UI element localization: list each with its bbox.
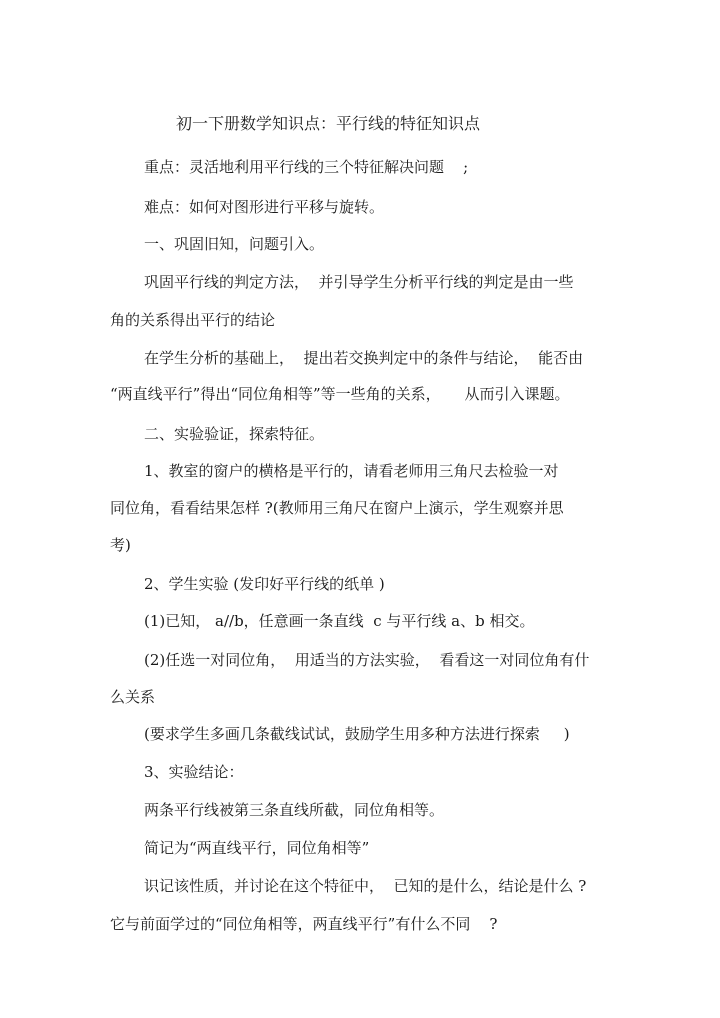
page-title: 初一下册数学知识点：平行线的特征知识点: [176, 114, 481, 133]
section-heading-1: 一、巩固旧知，问题引入。: [144, 235, 325, 253]
paragraph-line: 它与前面学过的“同位角相等，两直线平行”有什么不同 ?: [110, 915, 498, 933]
paragraph-line: 简记为“两直线平行，同位角相等”: [144, 839, 370, 857]
paragraph-line: 1、教室的窗户的横格是平行的，请看老师用三角尺去检验一对: [144, 462, 559, 480]
paragraph-line: 2、学生实验 (发印好平行线的纸单 ): [144, 575, 385, 593]
paragraph-line: 在学生分析的基础上， 提出若交换判定中的条件与结论， 能否由: [144, 349, 584, 367]
paragraph-line: (要求学生多画几条截线试试，鼓励学生用多种方法进行探索 ): [144, 725, 570, 743]
section-heading-2: 二、实验验证，探索特征。: [144, 425, 325, 443]
paragraph-line: 3、实验结论：: [144, 763, 244, 781]
paragraph-line: 么关系: [110, 688, 156, 706]
paragraph-line: (1)已知， a//b，任意画一条直线 c 与平行线 a、b 相交。: [144, 612, 535, 630]
paragraph-line: 识记该性质，并讨论在这个特征中， 已知的是什么，结论是什么 ?: [144, 877, 587, 895]
paragraph-line: “两直线平行”得出“同位角相等”等一些角的关系， 从而引入课题。: [110, 385, 570, 403]
paragraph-line: 角的关系得出平行的结论: [110, 311, 276, 329]
paragraph-line: 巩固平行线的判定方法， 并引导学生分析平行线的判定是由一些: [144, 273, 574, 291]
key-point-line: 重点：灵活地利用平行线的三个特征解决问题 ;: [144, 158, 469, 176]
difficulty-line: 难点：如何对图形进行平移与旋转。: [144, 198, 385, 216]
paragraph-line: 两条平行线被第三条直线所截，同位角相等。: [144, 801, 445, 819]
paragraph-line: 同位角，看看结果怎样 ?(教师用三角尺在窗户上演示，学生观察并思: [110, 499, 564, 517]
paragraph-line: (2)任选一对同位角， 用适当的方法实验， 看看这一对同位角有什: [144, 651, 590, 669]
paragraph-line: 考): [110, 536, 131, 554]
